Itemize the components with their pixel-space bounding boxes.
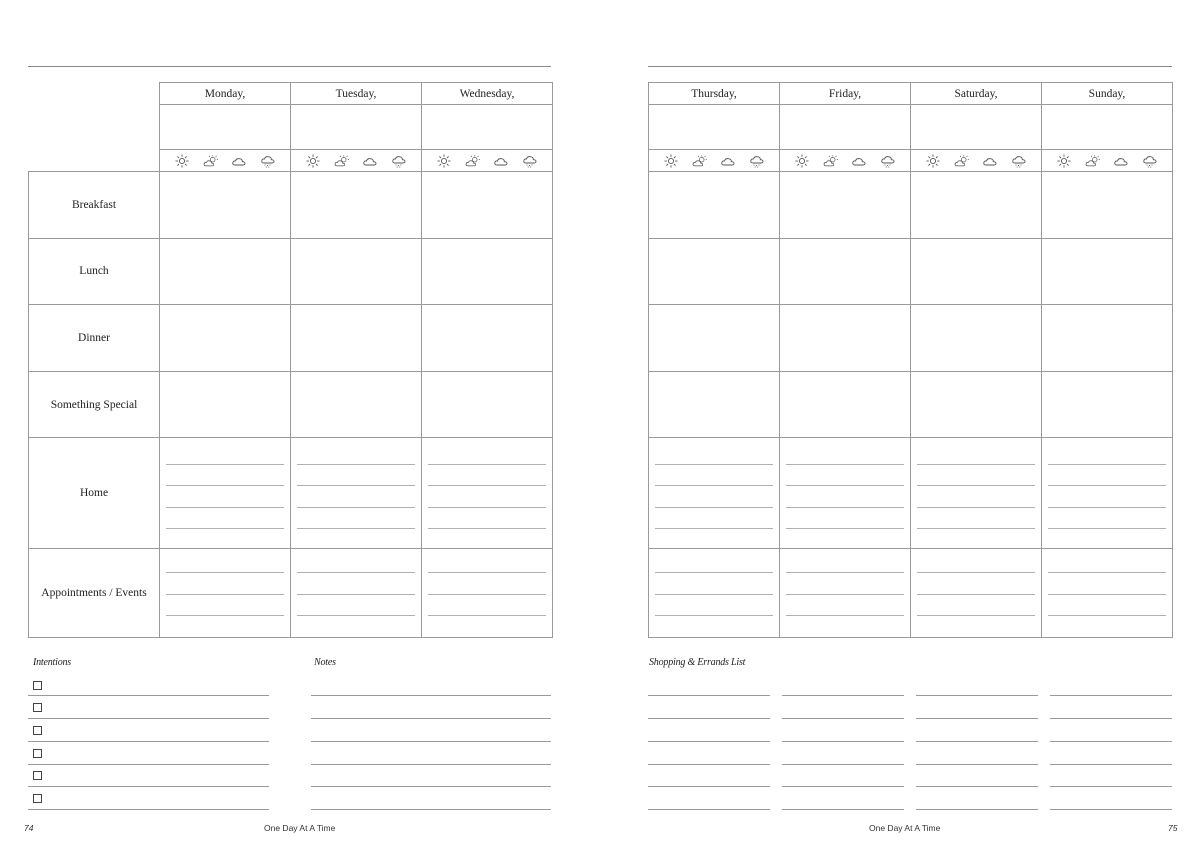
- rain-cloud-icon[interactable]: [749, 154, 765, 168]
- breakfast-cell[interactable]: [160, 172, 291, 239]
- page-number: 75: [1168, 823, 1178, 833]
- top-rule: [648, 66, 1172, 67]
- shopping-errands-title: Shopping & Errands List: [649, 657, 746, 668]
- writing-line[interactable]: [1048, 507, 1166, 508]
- lunch-cell[interactable]: [649, 238, 780, 305]
- shopping-line[interactable]: [648, 741, 770, 742]
- intention-checkbox[interactable]: [33, 749, 42, 758]
- lunch-cell[interactable]: [911, 238, 1042, 305]
- writing-line[interactable]: [786, 507, 904, 508]
- shopping-line[interactable]: [916, 809, 1038, 810]
- writing-line[interactable]: [428, 464, 546, 465]
- notes-line[interactable]: [311, 764, 551, 765]
- row-label-home: Home: [29, 438, 160, 549]
- writing-line[interactable]: [655, 594, 773, 595]
- weather-row: [1042, 150, 1173, 172]
- writing-line[interactable]: [297, 464, 415, 465]
- day-header-monday: Monday,: [160, 83, 291, 105]
- special-cell[interactable]: [911, 371, 1042, 438]
- shopping-line[interactable]: [648, 764, 770, 765]
- shopping-line[interactable]: [1050, 741, 1172, 742]
- writing-line[interactable]: [428, 615, 546, 616]
- writing-line[interactable]: [917, 615, 1035, 616]
- cloud-icon[interactable]: [231, 154, 247, 168]
- shopping-line[interactable]: [782, 718, 904, 719]
- partly-cloudy-icon[interactable]: [823, 154, 839, 168]
- dinner-cell[interactable]: [422, 305, 553, 372]
- weather-row: [291, 150, 422, 172]
- day-header-saturday: Saturday,: [911, 83, 1042, 105]
- rain-cloud-icon[interactable]: [260, 154, 276, 168]
- intention-checkbox[interactable]: [33, 726, 42, 735]
- writing-line[interactable]: [655, 507, 773, 508]
- day-header-friday: Friday,: [780, 83, 911, 105]
- date-box-friday[interactable]: [780, 105, 911, 150]
- writing-line[interactable]: [166, 528, 284, 529]
- day-header-thursday: Thursday,: [649, 83, 780, 105]
- appointments-cell[interactable]: [649, 549, 780, 638]
- writing-line[interactable]: [428, 528, 546, 529]
- date-box-tuesday[interactable]: [291, 105, 422, 150]
- special-cell[interactable]: [160, 371, 291, 438]
- home-cell[interactable]: [291, 438, 422, 549]
- row-label-something-special: Something Special: [29, 371, 160, 438]
- special-cell[interactable]: [422, 371, 553, 438]
- writing-line[interactable]: [786, 594, 904, 595]
- sun-icon[interactable]: [925, 154, 941, 168]
- writing-line[interactable]: [1048, 615, 1166, 616]
- rain-cloud-icon[interactable]: [522, 154, 538, 168]
- writing-line[interactable]: [1048, 485, 1166, 486]
- writing-line[interactable]: [297, 615, 415, 616]
- rain-cloud-icon[interactable]: [880, 154, 896, 168]
- home-cell[interactable]: [1042, 438, 1173, 549]
- writing-line[interactable]: [166, 594, 284, 595]
- notes-line[interactable]: [311, 786, 551, 787]
- shopping-line[interactable]: [916, 786, 1038, 787]
- intention-checkbox[interactable]: [33, 703, 42, 712]
- writing-line[interactable]: [917, 528, 1035, 529]
- page-number: 74: [24, 823, 34, 833]
- row-label-dinner: Dinner: [29, 305, 160, 372]
- weather-row: [649, 150, 780, 172]
- cloud-icon[interactable]: [362, 154, 378, 168]
- shopping-line[interactable]: [916, 764, 1038, 765]
- rain-cloud-icon[interactable]: [391, 154, 407, 168]
- sun-icon[interactable]: [663, 154, 679, 168]
- footer-title: One Day At A Time: [264, 823, 336, 833]
- partly-cloudy-icon[interactable]: [203, 154, 219, 168]
- notes-line[interactable]: [311, 741, 551, 742]
- corner-blank: [29, 83, 160, 105]
- home-cell[interactable]: [422, 438, 553, 549]
- dinner-cell[interactable]: [1042, 305, 1173, 372]
- appointments-cell[interactable]: [1042, 549, 1173, 638]
- shopping-line[interactable]: [916, 695, 1038, 696]
- date-box-sunday[interactable]: [1042, 105, 1173, 150]
- appointments-cell[interactable]: [160, 549, 291, 638]
- writing-line[interactable]: [1048, 594, 1166, 595]
- writing-line[interactable]: [917, 572, 1035, 573]
- partly-cloudy-icon[interactable]: [692, 154, 708, 168]
- rain-cloud-icon[interactable]: [1142, 154, 1158, 168]
- weather-row: [422, 150, 553, 172]
- shopping-line[interactable]: [782, 764, 904, 765]
- home-cell[interactable]: [780, 438, 911, 549]
- writing-line[interactable]: [297, 485, 415, 486]
- writing-line[interactable]: [166, 507, 284, 508]
- sun-icon[interactable]: [1056, 154, 1072, 168]
- writing-line[interactable]: [655, 572, 773, 573]
- appointments-cell[interactable]: [911, 549, 1042, 638]
- shopping-line[interactable]: [1050, 764, 1172, 765]
- meal-planner-right: [648, 82, 1173, 638]
- notes-line[interactable]: [311, 695, 551, 696]
- writing-line[interactable]: [786, 615, 904, 616]
- home-cell[interactable]: [160, 438, 291, 549]
- dinner-cell[interactable]: [160, 305, 291, 372]
- writing-line[interactable]: [1048, 572, 1166, 573]
- right-page: [600, 0, 1200, 851]
- row-label-appointments: Appointments / Events: [29, 549, 160, 638]
- intentions-title: Intentions: [33, 657, 71, 668]
- lunch-cell[interactable]: [291, 238, 422, 305]
- lunch-cell[interactable]: [780, 238, 911, 305]
- writing-line[interactable]: [1048, 464, 1166, 465]
- shopping-line[interactable]: [782, 786, 904, 787]
- shopping-line[interactable]: [648, 809, 770, 810]
- meal-planner-left: [28, 82, 553, 638]
- special-cell[interactable]: [1042, 371, 1173, 438]
- shopping-line[interactable]: [648, 786, 770, 787]
- intention-checkbox[interactable]: [33, 794, 42, 803]
- shopping-line[interactable]: [1050, 786, 1172, 787]
- intention-line[interactable]: [28, 718, 269, 719]
- intention-line[interactable]: [28, 695, 269, 696]
- lunch-cell[interactable]: [160, 238, 291, 305]
- writing-line[interactable]: [655, 485, 773, 486]
- shopping-line[interactable]: [916, 718, 1038, 719]
- cloud-icon[interactable]: [493, 154, 509, 168]
- writing-line[interactable]: [428, 485, 546, 486]
- dinner-cell[interactable]: [911, 305, 1042, 372]
- dinner-cell[interactable]: [780, 305, 911, 372]
- intention-line[interactable]: [28, 764, 269, 765]
- footer-title: One Day At A Time: [869, 823, 941, 833]
- cloud-icon[interactable]: [982, 154, 998, 168]
- special-cell[interactable]: [291, 371, 422, 438]
- writing-line[interactable]: [428, 594, 546, 595]
- partly-cloudy-icon[interactable]: [465, 154, 481, 168]
- shopping-line[interactable]: [1050, 718, 1172, 719]
- top-rule: [28, 66, 551, 67]
- writing-line[interactable]: [786, 464, 904, 465]
- notes-line[interactable]: [311, 809, 551, 810]
- sun-icon[interactable]: [436, 154, 452, 168]
- row-label-lunch: Lunch: [29, 238, 160, 305]
- writing-line[interactable]: [655, 464, 773, 465]
- notes-title: Notes: [314, 657, 336, 668]
- writing-line[interactable]: [917, 485, 1035, 486]
- writing-line[interactable]: [166, 615, 284, 616]
- writing-line[interactable]: [166, 572, 284, 573]
- breakfast-cell[interactable]: [422, 172, 553, 239]
- dinner-cell[interactable]: [649, 305, 780, 372]
- writing-line[interactable]: [166, 485, 284, 486]
- writing-line[interactable]: [297, 528, 415, 529]
- writing-line[interactable]: [428, 572, 546, 573]
- intention-line[interactable]: [28, 741, 269, 742]
- shopping-line[interactable]: [782, 809, 904, 810]
- writing-line[interactable]: [655, 615, 773, 616]
- date-box-thursday[interactable]: [649, 105, 780, 150]
- rain-cloud-icon[interactable]: [1011, 154, 1027, 168]
- date-box-monday[interactable]: [160, 105, 291, 150]
- shopping-line[interactable]: [1050, 695, 1172, 696]
- partly-cloudy-icon[interactable]: [954, 154, 970, 168]
- breakfast-cell[interactable]: [911, 172, 1042, 239]
- appointments-cell[interactable]: [780, 549, 911, 638]
- writing-line[interactable]: [786, 528, 904, 529]
- weather-row: [780, 150, 911, 172]
- lunch-cell[interactable]: [422, 238, 553, 305]
- sun-icon[interactable]: [794, 154, 810, 168]
- lunch-cell[interactable]: [1042, 238, 1173, 305]
- day-header-sunday: Sunday,: [1042, 83, 1173, 105]
- intention-checkbox[interactable]: [33, 681, 42, 690]
- partly-cloudy-icon[interactable]: [334, 154, 350, 168]
- special-cell[interactable]: [649, 371, 780, 438]
- writing-line[interactable]: [917, 594, 1035, 595]
- writing-line[interactable]: [655, 528, 773, 529]
- writing-line[interactable]: [297, 594, 415, 595]
- intention-checkbox[interactable]: [33, 771, 42, 780]
- writing-line[interactable]: [297, 572, 415, 573]
- intention-line[interactable]: [28, 786, 269, 787]
- breakfast-cell[interactable]: [649, 172, 780, 239]
- special-cell[interactable]: [780, 371, 911, 438]
- dinner-cell[interactable]: [291, 305, 422, 372]
- shopping-line[interactable]: [1050, 809, 1172, 810]
- writing-line[interactable]: [297, 507, 415, 508]
- weather-row: [911, 150, 1042, 172]
- day-header-wednesday: Wednesday,: [422, 83, 553, 105]
- cloud-icon[interactable]: [851, 154, 867, 168]
- shopping-line[interactable]: [648, 695, 770, 696]
- day-header-tuesday: Tuesday,: [291, 83, 422, 105]
- partly-cloudy-icon[interactable]: [1085, 154, 1101, 168]
- shopping-line[interactable]: [916, 741, 1038, 742]
- notes-line[interactable]: [311, 718, 551, 719]
- date-box-saturday[interactable]: [911, 105, 1042, 150]
- writing-line[interactable]: [917, 507, 1035, 508]
- sun-icon[interactable]: [174, 154, 190, 168]
- date-box-wednesday[interactable]: [422, 105, 553, 150]
- sun-icon[interactable]: [305, 154, 321, 168]
- shopping-line[interactable]: [648, 718, 770, 719]
- breakfast-cell[interactable]: [780, 172, 911, 239]
- shopping-line[interactable]: [782, 695, 904, 696]
- writing-line[interactable]: [786, 572, 904, 573]
- writing-line[interactable]: [166, 464, 284, 465]
- breakfast-cell[interactable]: [1042, 172, 1173, 239]
- writing-line[interactable]: [428, 507, 546, 508]
- intention-line[interactable]: [28, 809, 269, 810]
- weather-row: [160, 150, 291, 172]
- home-cell[interactable]: [649, 438, 780, 549]
- cloud-icon[interactable]: [1113, 154, 1129, 168]
- row-label-breakfast: Breakfast: [29, 172, 160, 239]
- home-cell[interactable]: [911, 438, 1042, 549]
- writing-line[interactable]: [1048, 528, 1166, 529]
- writing-line[interactable]: [917, 464, 1035, 465]
- appointments-cell[interactable]: [422, 549, 553, 638]
- shopping-line[interactable]: [782, 741, 904, 742]
- writing-line[interactable]: [786, 485, 904, 486]
- appointments-cell[interactable]: [291, 549, 422, 638]
- breakfast-cell[interactable]: [291, 172, 422, 239]
- cloud-icon[interactable]: [720, 154, 736, 168]
